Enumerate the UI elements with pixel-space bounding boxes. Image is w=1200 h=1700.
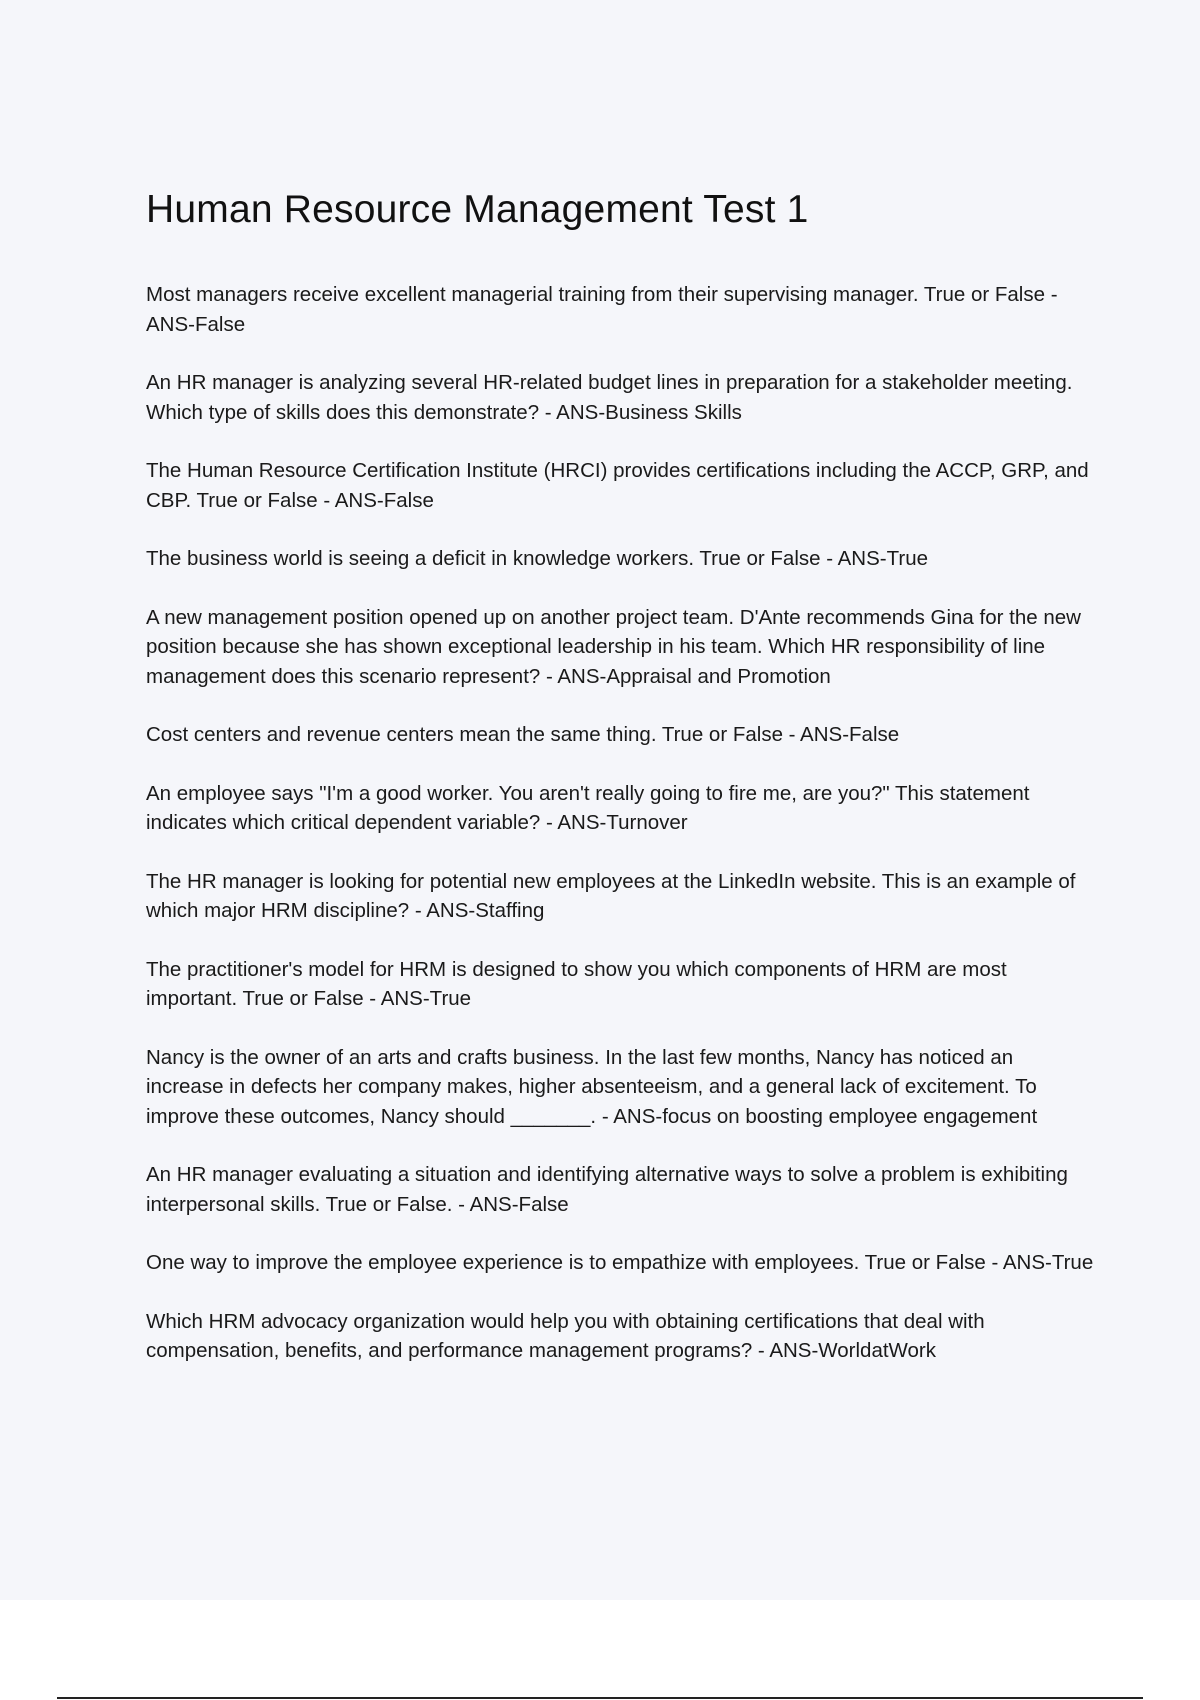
question-item: One way to improve the employee experience is to empathize with employees. True or False - ANS-True: [146, 1251, 1094, 1274]
question-item: The HR manager is looking for potential new employees at the LinkedIn website. This is an example of which major HRM discipline? - ANS-Staffing: [146, 869, 1076, 922]
question-list: [146, 280, 1096, 1366]
question-item: A new management position opened up on another project team. D'Ante recommends Gina for the new position because she has shown exceptional leadership in his team. Which HR responsibility of line management does this scenario represent? - ANS-Appraisal and Promotion: [146, 605, 1081, 688]
question-item: Most managers receive excellent managerial training from their supervising manager. True or False - ANS-False: [146, 283, 1058, 336]
question-item: Nancy is the owner of an arts and crafts business. In the last few months, Nancy has noticed an increase in defects her company makes, higher absenteeism, and a general lack of excitement. To improve these outcomes, Nancy should _______. - ANS-focus on boosting employee engagement: [146, 1045, 1038, 1128]
question-item: An HR manager evaluating a situation and identifying alternative ways to solve a problem is exhibiting interpersonal skills. True or False. - ANS-False: [146, 1163, 1068, 1216]
question-item: The Human Resource Certification Institute (HRCI) provides certifications including the ACCP, GRP, and CBP. True or False - ANS-False: [146, 459, 1089, 512]
question-item: An employee says "I'm a good worker. You aren't really going to fire me, are you?" This statement indicates which critical dependent variable? - ANS-Turnover: [146, 781, 1030, 834]
question-item: The practitioner's model for HRM is designed to show you which components of HRM are most important. True or False - ANS-True: [146, 957, 1007, 1010]
question-item: The business world is seeing a deficit in knowledge workers. True or False - ANS-True: [146, 547, 928, 570]
question-item: Cost centers and revenue centers mean the same thing. True or False - ANS-False: [146, 723, 900, 746]
document-title: Human Resource Management Test 1: [146, 188, 809, 231]
bottom-divider: [57, 1697, 1143, 1699]
question-item: An HR manager is analyzing several HR-related budget lines in preparation for a stakeholder meeting. Which type of skills does this demonstrate? - ANS-Business Skills: [146, 371, 1073, 424]
question-item: Which HRM advocacy organization would help you with obtaining certifications that deal with compensation, benefits, and performance management programs? - ANS-WorldatWork: [146, 1309, 985, 1362]
document-content: [146, 186, 1096, 1395]
